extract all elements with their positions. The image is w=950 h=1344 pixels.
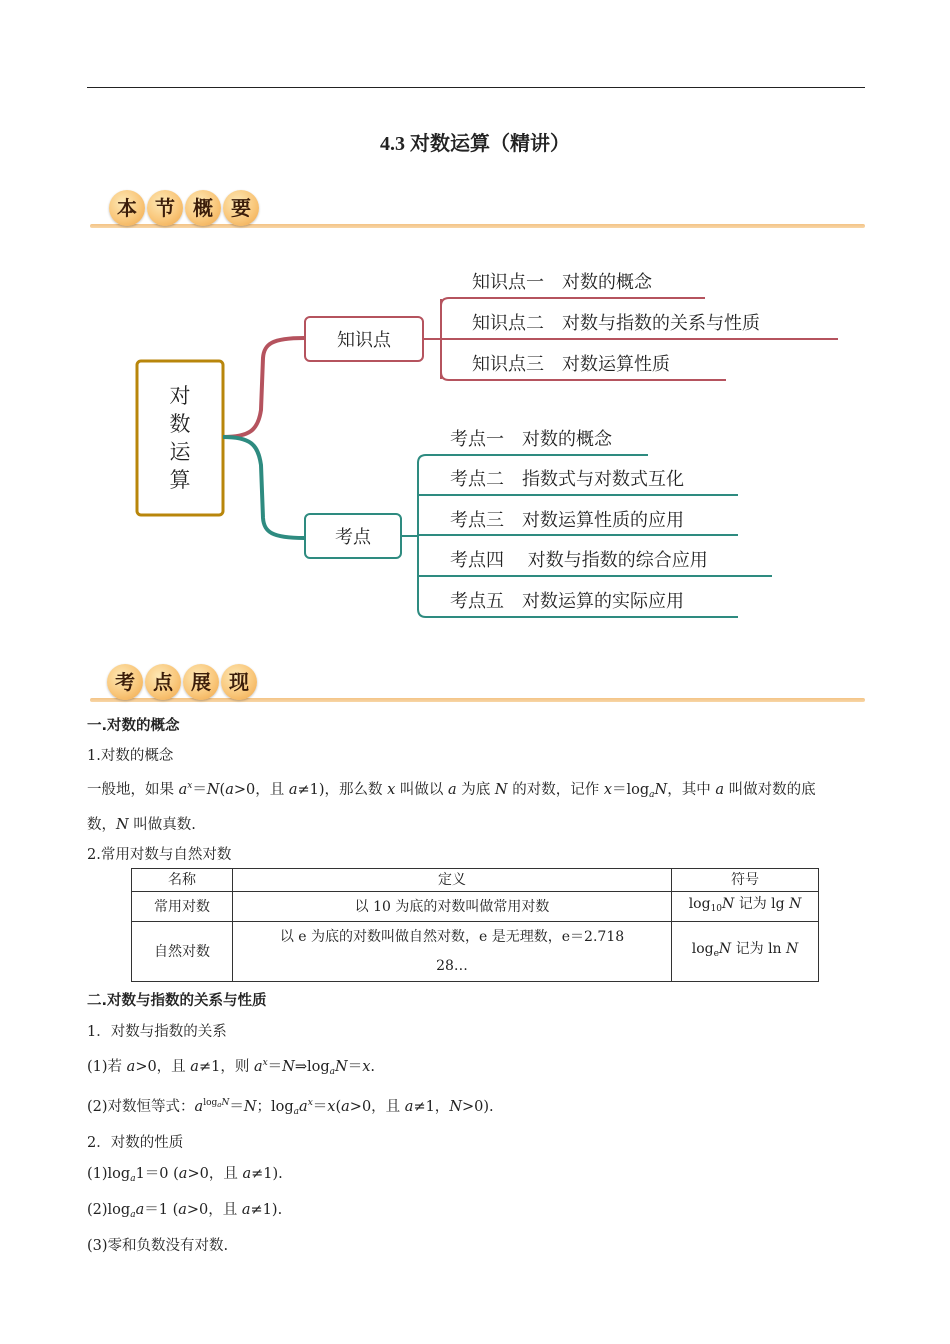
banner-char: 展 <box>183 664 219 700</box>
table-row <box>132 922 819 982</box>
connector-branch1 <box>223 338 304 437</box>
knowledge-item: 知识点二 对数与指数的关系与性质 <box>472 313 760 334</box>
banner-char: 节 <box>147 190 183 226</box>
section-banner-exam <box>105 660 865 704</box>
definition-line: 一般地，如果 $a^x=N(a>0$，且 a≠1)，那么数 x 叫做以 a 为底 N 的对数，记作 $x=\log_aN$，其中 a 叫做对数的底 <box>87 781 816 800</box>
exam-item: 考点二 指数式与对数式互化 <box>450 469 684 490</box>
table-cell: 以 10 为底的对数叫做常用对数 <box>233 892 672 922</box>
exam-item: 考点一 对数的概念 <box>450 429 612 450</box>
section-heading: 一.对数的概念 <box>87 718 180 734</box>
table-row <box>132 892 819 922</box>
branch-label-exam: 考点 <box>335 527 371 548</box>
banner-char: 本 <box>109 190 145 226</box>
subheading: 2.常用对数与自然对数 <box>87 847 232 863</box>
definition-line-2: 数，N 叫做真数. <box>87 817 196 833</box>
property-line: $(1)\log_a1=0$ (a>0，且 a≠1). <box>87 1166 283 1184</box>
exam-item: 考点三 对数运算性质的应用 <box>450 510 684 531</box>
table-header: 定义 <box>233 869 672 892</box>
subheading: 1．对数与指数的关系 <box>87 1024 227 1040</box>
property-line: $(2)\log_aa=1$ (a>0，且 a≠1). <box>87 1202 283 1220</box>
table-cell: $\log_{10}N$ 记为 lg N <box>672 892 819 922</box>
banner-char: 点 <box>145 664 181 700</box>
subheading: 1.对数的概念 <box>87 748 174 764</box>
mindmap-root-char: 算 <box>169 468 191 492</box>
banner-char: 概 <box>185 190 221 226</box>
exam-item: 考点四 对数与指数的综合应用 <box>450 550 708 571</box>
table-header-row <box>132 869 819 892</box>
mindmap-root-char: 运 <box>169 440 191 464</box>
identity-line: (2)对数恒等式：$a^{log_aN}=N$；$\log_aa^x=x(a>0$，且 a≠1，N>0). <box>87 1098 494 1117</box>
banner-char: 要 <box>223 190 259 226</box>
table-header: 符号 <box>672 869 819 892</box>
knowledge-item: 知识点三 对数运算性质 <box>472 354 670 375</box>
table-header: 名称 <box>132 869 233 892</box>
table-cell: 自然对数 <box>132 922 233 982</box>
section-banner-summary <box>105 186 865 230</box>
banner-char: 考 <box>107 664 143 700</box>
connector-branch2 <box>223 437 304 538</box>
page-title: 4.3 对数运算（精讲） <box>380 133 570 155</box>
banner-char: 现 <box>221 664 257 700</box>
log-types-table <box>131 868 819 982</box>
section-2 <box>87 985 867 1262</box>
knowledge-item: 知识点一 对数的概念 <box>472 272 652 293</box>
section-heading: 二.对数与指数的关系与性质 <box>87 993 267 1009</box>
section-1 <box>87 711 867 870</box>
table-cell: $\log_eN$ 记为 ln N <box>672 922 819 982</box>
mind-map <box>0 240 950 640</box>
table-cell: 常用对数 <box>132 892 233 922</box>
table-cell: 以 e 为底的对数叫做自然对数，e 是无理数，e＝2.718 28… <box>233 922 672 982</box>
property-line: (3)零和负数没有对数. <box>87 1238 229 1254</box>
mindmap-root-char: 对 <box>169 384 191 408</box>
mindmap-root-char: 数 <box>169 412 191 436</box>
branch-label-knowledge: 知识点 <box>337 330 391 351</box>
subheading: 2．对数的性质 <box>87 1135 184 1151</box>
header-rule <box>87 87 865 88</box>
exam-item: 考点五 对数运算的实际应用 <box>450 591 684 612</box>
relation-line: (1)若 a>0，且 a≠1，则 $a^x=N\Rightarrow\log_aN=x$. <box>87 1058 376 1077</box>
